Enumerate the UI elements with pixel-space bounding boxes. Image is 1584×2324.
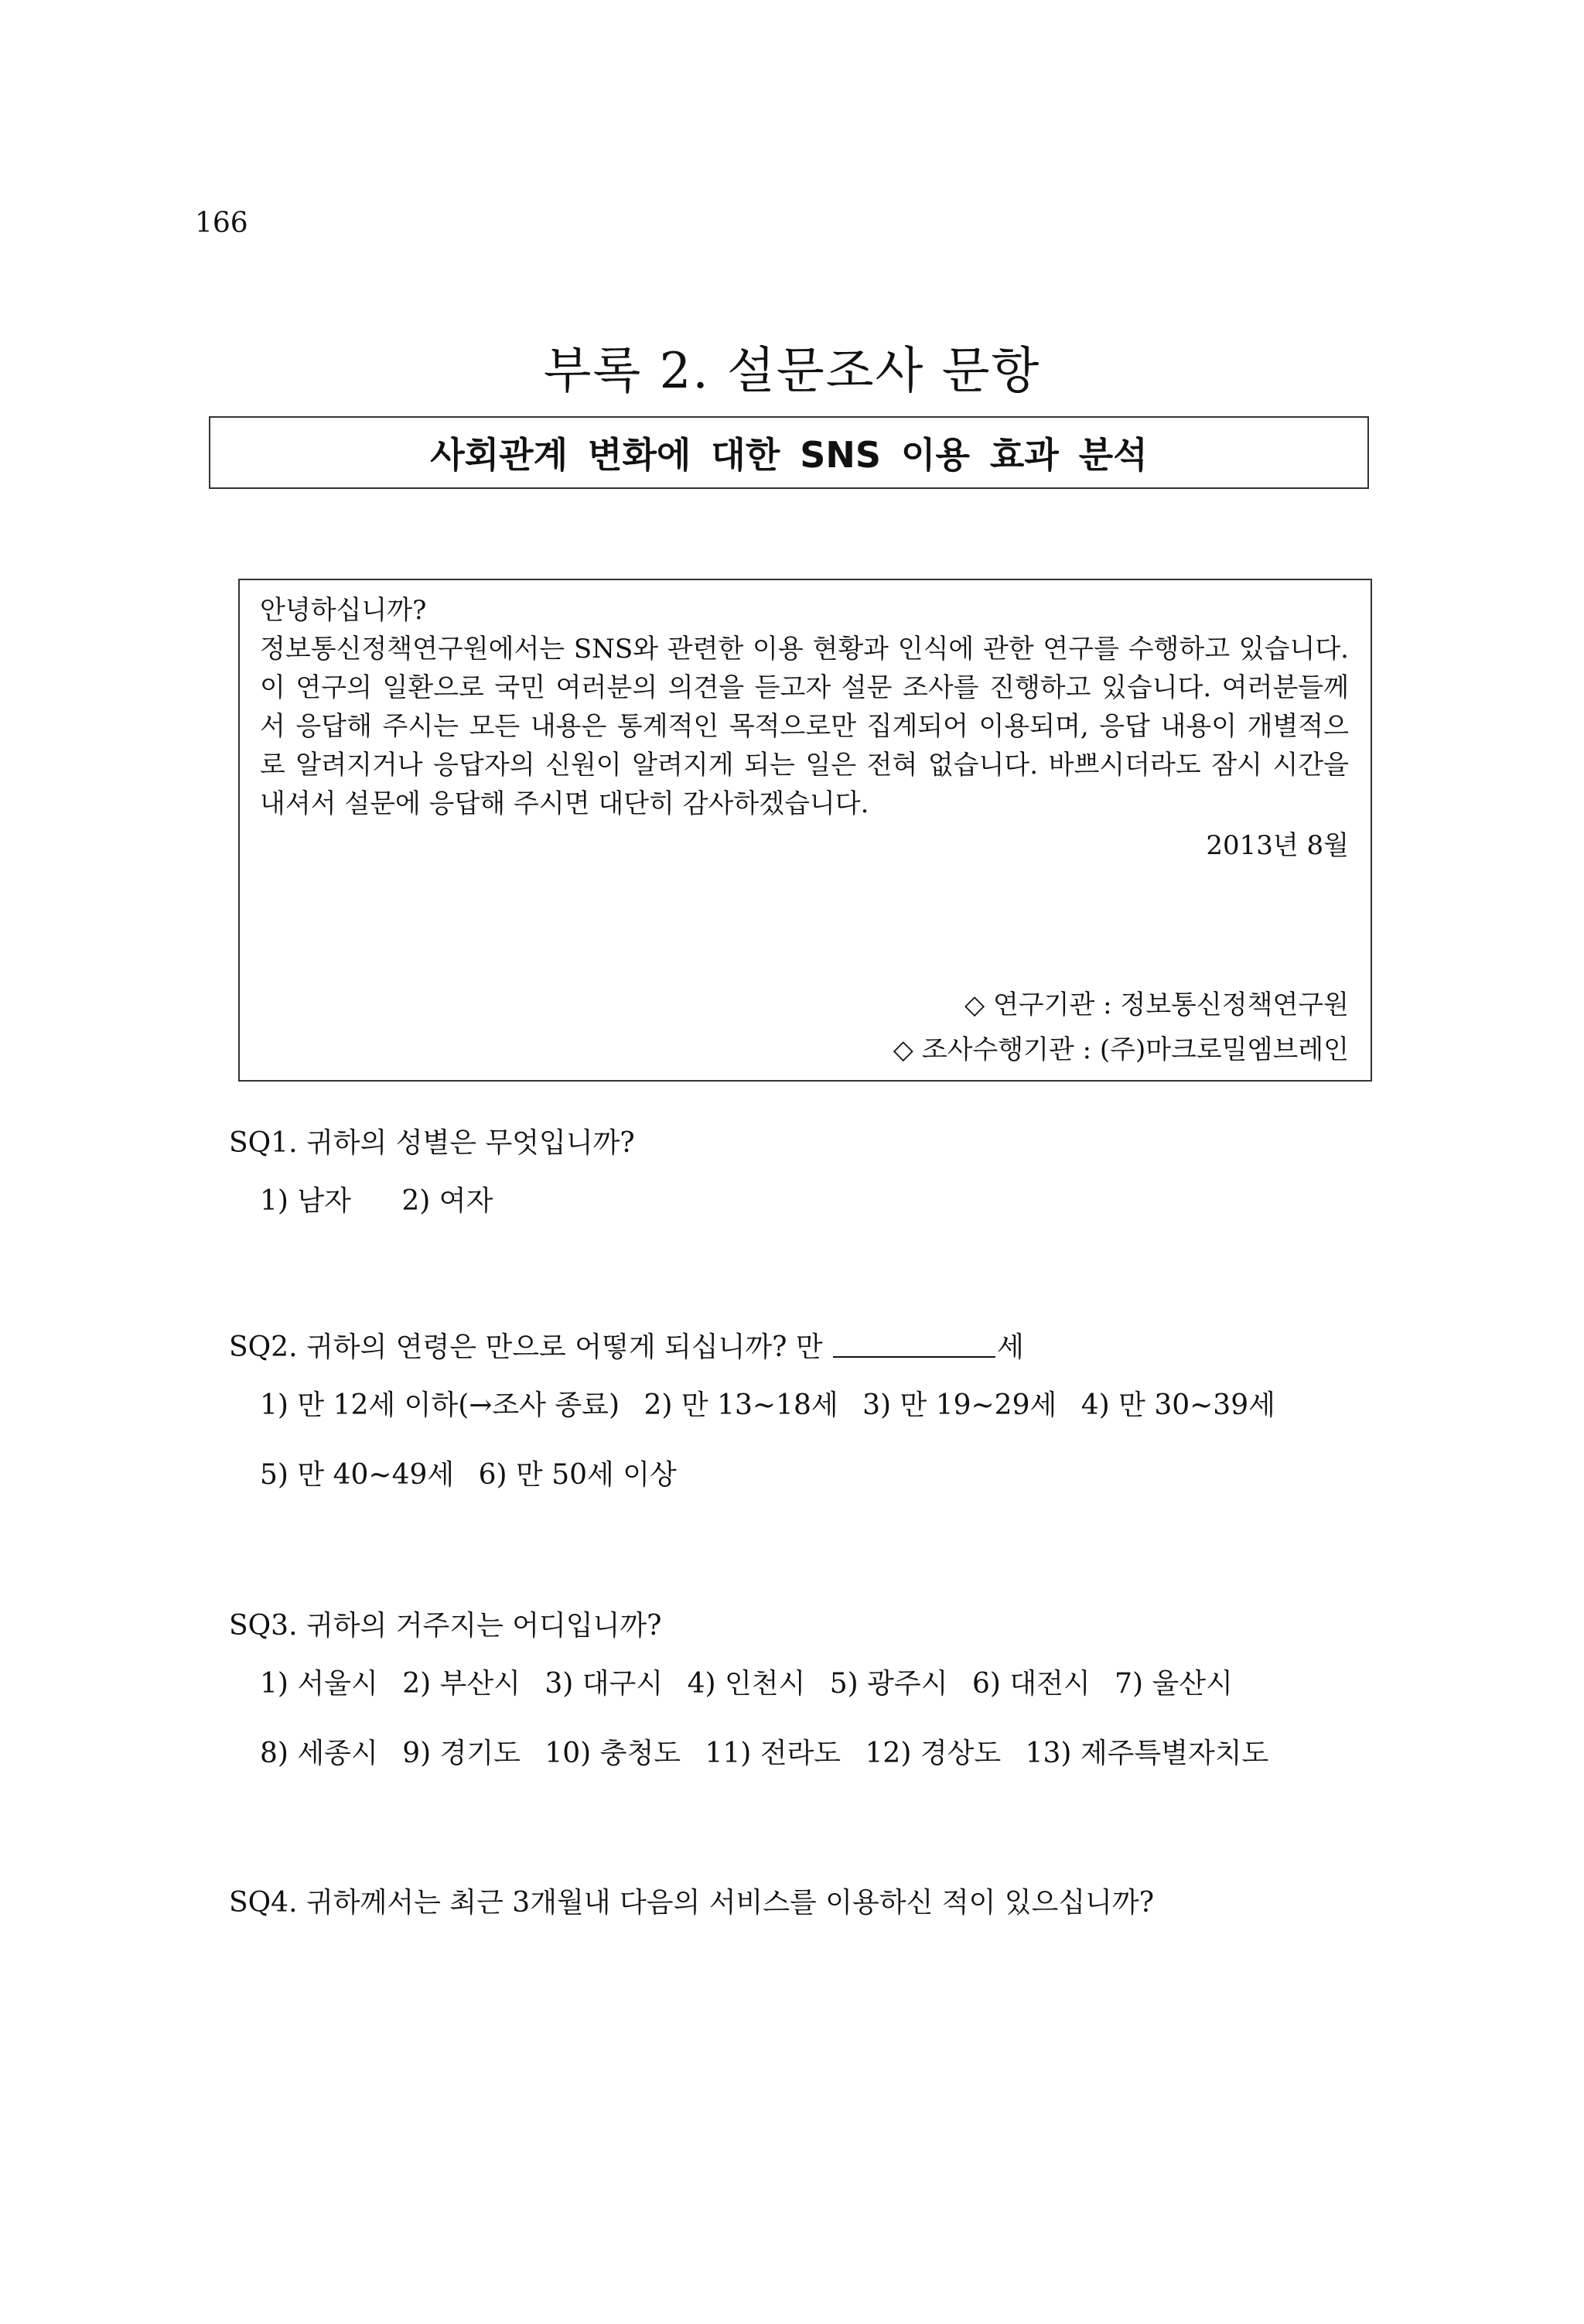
question-text: SQ3. 귀하의 거주지는 어디입니까? [229, 1610, 662, 1642]
intro-body: 정보통신정책연구원에서는 SNS와 관련한 이용 현황과 인식에 관한 연구를 수행하고 있습니다. 이 연구의 일환으로 국민 여러분의 의견을 듣고자 설문 조사를 진행하고 있습니다. 여러분들께서 응답해 주시는 모든 내용은 통계적인 목적으로만 집계되어 이용되며, 응답 내용이 개별적으로 알려지거나 응답자의 신원이 알려지게 되는 일은 전혀 없습니다. 바쁘시더라도 잠시 시간을 내셔서 설문에 응답해 주시면 대단히 감사하겠습니다. [260, 634, 1349, 819]
question-label: SQ2. 귀하의 연령은 만으로 어떻게 되십니까? 만 [229, 1331, 823, 1363]
option[interactable]: 2) 부산시 [402, 1668, 521, 1700]
page-number: 166 [195, 207, 248, 239]
option[interactable]: 4) 만 30~39세 [1080, 1389, 1275, 1421]
option[interactable]: 2) 만 13~18세 [644, 1389, 838, 1421]
option[interactable]: 1) 서울시 [260, 1668, 378, 1700]
option[interactable]: 1) 남자 [260, 1185, 351, 1217]
option-row [260, 1167, 635, 1236]
option[interactable]: 11) 전라도 [705, 1738, 842, 1769]
question-sq1 [229, 1120, 635, 1236]
survey-title-box [209, 416, 1369, 489]
option[interactable]: 3) 만 19~29세 [862, 1389, 1057, 1421]
question-sq2 [229, 1324, 1291, 1510]
option[interactable]: 5) 만 40~49세 [260, 1459, 455, 1491]
research-org: ◇ 연구기관 : 정보통신정책연구원 [964, 989, 1349, 1020]
option[interactable]: 6) 대전시 [971, 1668, 1091, 1700]
option-row [260, 1441, 1291, 1510]
option[interactable]: 2) 여자 [401, 1185, 493, 1217]
intro-date: 2013년 8월 [1206, 830, 1349, 861]
option[interactable]: 3) 대구시 [544, 1668, 664, 1700]
option[interactable]: 8) 세종시 [260, 1738, 378, 1769]
option[interactable]: 10) 충청도 [544, 1738, 681, 1769]
survey-title: 사회관계 변화에 대한 SNS 이용 효과 분석 [430, 434, 1148, 476]
option-row [260, 1371, 1291, 1441]
option[interactable]: 7) 울산시 [1115, 1668, 1233, 1700]
option[interactable]: 5) 광주시 [829, 1668, 948, 1700]
age-blank-input[interactable] [833, 1328, 995, 1358]
intro-box [238, 579, 1372, 1082]
option-row [260, 1649, 1284, 1719]
question-sq3 [229, 1603, 1284, 1789]
age-unit: 세 [997, 1331, 1024, 1363]
option[interactable]: 6) 만 50세 이상 [478, 1459, 677, 1491]
option-row [260, 1719, 1284, 1789]
question-text [229, 1324, 1291, 1371]
appendix-title: 부록 2. 설문조사 문항 [543, 343, 1041, 400]
options [229, 1167, 635, 1236]
option[interactable]: 9) 경기도 [402, 1738, 521, 1769]
question-text: SQ4. 귀하께서는 최근 3개월내 다음의 서비스를 이용하신 적이 있으십니까? [229, 1887, 1155, 1919]
intro-orgs [893, 983, 1349, 1072]
option[interactable]: 1) 만 12세 이하(→조사 종료) [260, 1389, 620, 1421]
question-text: SQ1. 귀하의 성별은 무엇입니까? [229, 1127, 635, 1159]
option[interactable]: 12) 경상도 [865, 1738, 1002, 1769]
question-sq4 [229, 1880, 1154, 1926]
option[interactable]: 4) 인천시 [687, 1668, 806, 1700]
intro-greeting: 안녕하십니까? [260, 595, 427, 626]
options [229, 1371, 1291, 1510]
option[interactable]: 13) 제주특별자치도 [1025, 1738, 1269, 1769]
survey-org: ◇ 조사수행기관 : (주)마크로밀엠브레인 [893, 1034, 1349, 1065]
options [229, 1649, 1284, 1789]
